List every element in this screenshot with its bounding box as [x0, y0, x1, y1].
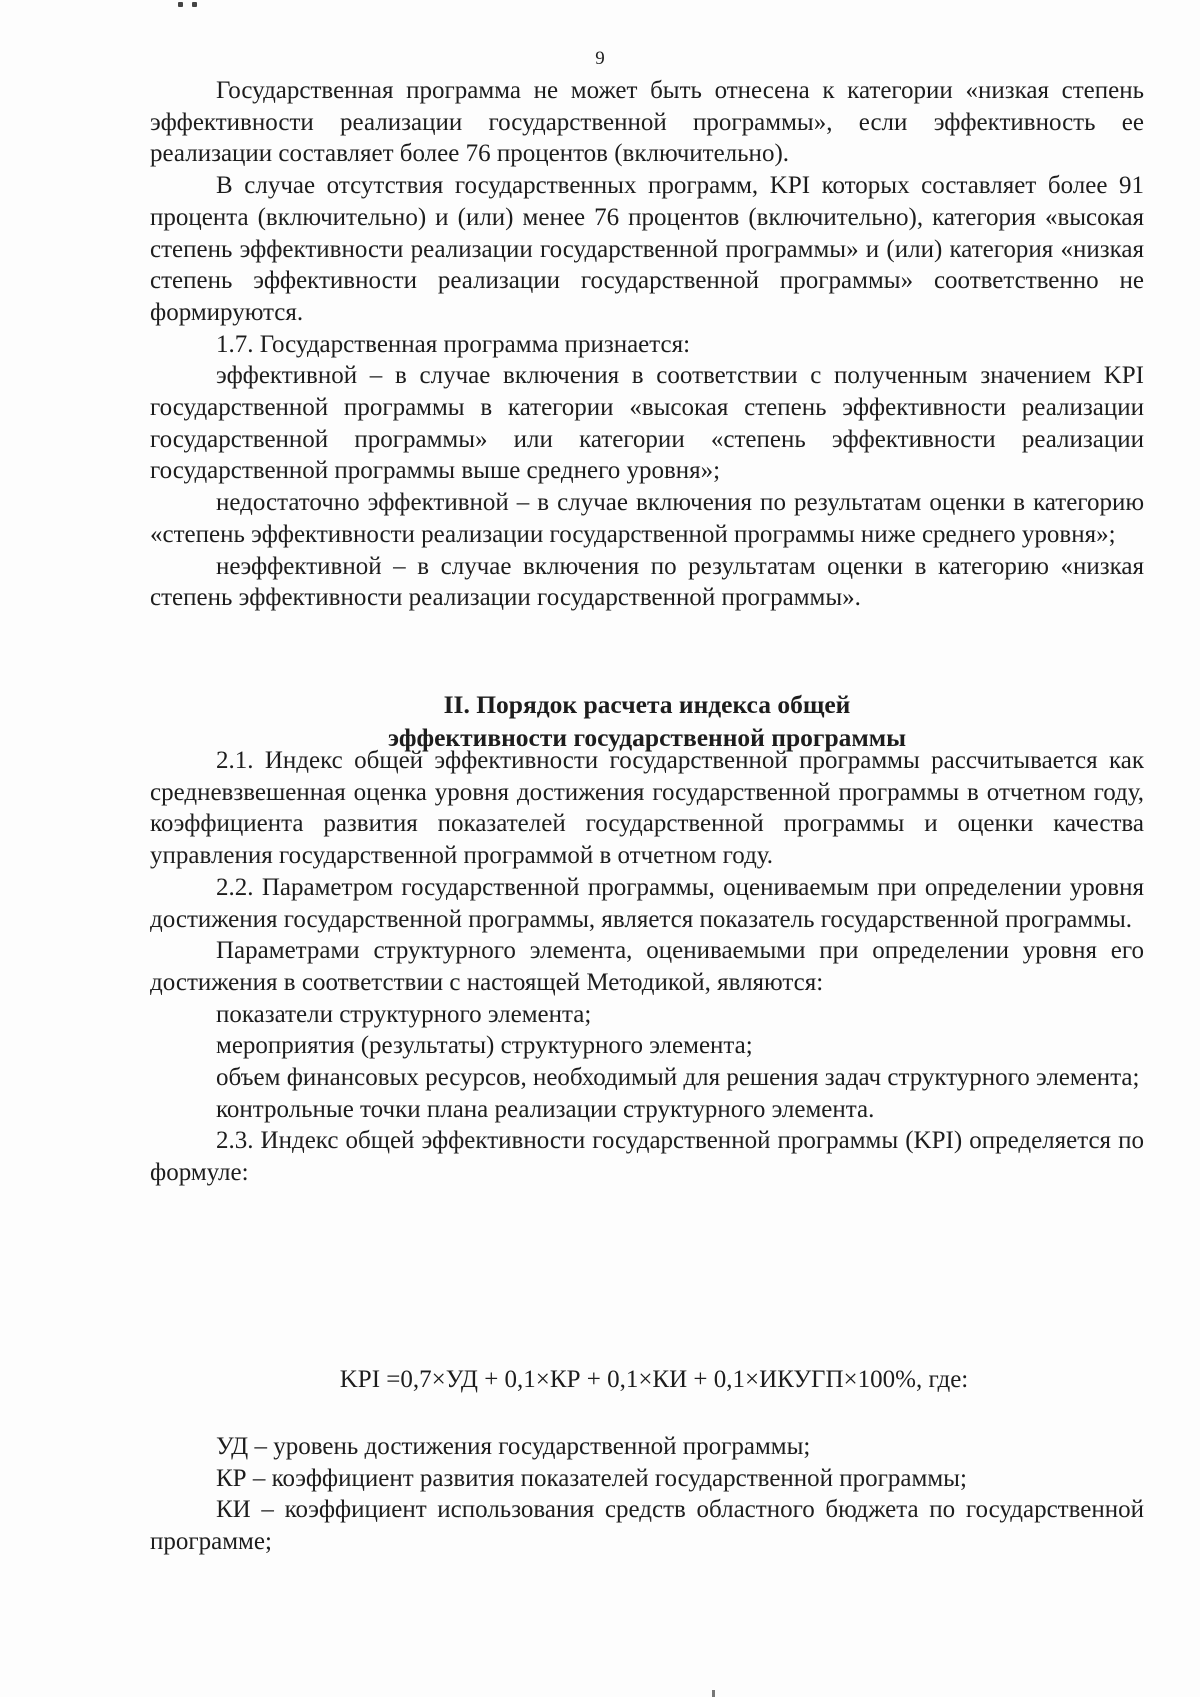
paragraph: В случае отсутствия государственных программ, KPI которых составляет более 91 процента (включительно) и (или) менее 76 процентов (включительно), категория «высокая степень эффективности реализации государственной программы» и (или) категория «низкая степень эффективности реализации государственной программы» соответственно не формируются. [150, 172, 1144, 326]
heading-line: II. Порядок расчета индекса общей [443, 690, 851, 719]
paragraph: 1.7. Государственная программа признается: [216, 330, 691, 358]
paragraph: 2.3. Индекс общей эффективности государственной программы (KPI) определяется по формуле: [150, 1127, 1144, 1187]
section-one-text [150, 75, 1144, 614]
list-item: мероприятия (результаты) структурного элемента; [216, 1032, 753, 1060]
list-item: контрольные точки плана реализации структурного элемента. [216, 1095, 875, 1123]
heading-line: эффективности государственной программы [387, 723, 907, 752]
list-item: показатели структурного элемента; [216, 1000, 592, 1028]
definition-item: УД – уровень достижения государственной программы; [216, 1433, 811, 1460]
definition-item: КР – коэффициент развития показателей государственной программы; [216, 1464, 967, 1492]
scan-corner-mark [178, 0, 222, 4]
section-two-text [150, 745, 1144, 1189]
definition-item: КИ – коэффициент использования средств областного бюджета по государственной программе; [150, 1496, 1144, 1556]
paragraph: 2.1. Индекс общей эффективности государственной программы рассчитывается как средневзвешенная оценка уровня достижения государственной программы в отчетном году, коэффициента развития показателей государственной программы и оценки качества управления государственной программой в отчетном году. [150, 747, 1144, 870]
page-number: 9 [595, 48, 605, 69]
paragraph: Параметрами структурного элемента, оцениваемыми при определении уровня его достижения в соответствии с настоящей Методикой, являются: [150, 937, 1144, 996]
kpi-formula: KPI =0,7×УД + 0,1×КР + 0,1×КИ + 0,1×ИКУГП×100%, где: [339, 1366, 969, 1393]
scan-footer-mark [712, 1690, 715, 1697]
formula-definitions [150, 1431, 1144, 1558]
paragraph: неэффективной – в случае включения по результатам оценки в категорию «низкая степень эффективности реализации государственной программы». [150, 552, 1144, 612]
paragraph: 2.2. Параметром государственной программы, оцениваемым при определении уровня достижения государственной программы, является показатель государственной программы. [150, 873, 1144, 933]
paragraph: эффективной – в случае включения в соответствии с полученным значением KPI государственной программы в категории «высокая степень эффективности реализации государственной программы» или категории «степень эффективности реализации государственной программы выше среднего уровня»; [150, 362, 1144, 485]
paragraph: Государственная программа не может быть отнесена к категории «низкая степень эффективности реализации государственной программы», если эффективность ее реализации составляет более 76 процентов (включительно). [150, 77, 1144, 168]
list-item: объем финансовых ресурсов, необходимый для решения задач структурного элемента; [216, 1064, 1140, 1092]
paragraph: недостаточно эффективной – в случае включения по результатам оценки в категорию «степень эффективности реализации государственной программы ниже среднего уровня»; [150, 489, 1144, 548]
